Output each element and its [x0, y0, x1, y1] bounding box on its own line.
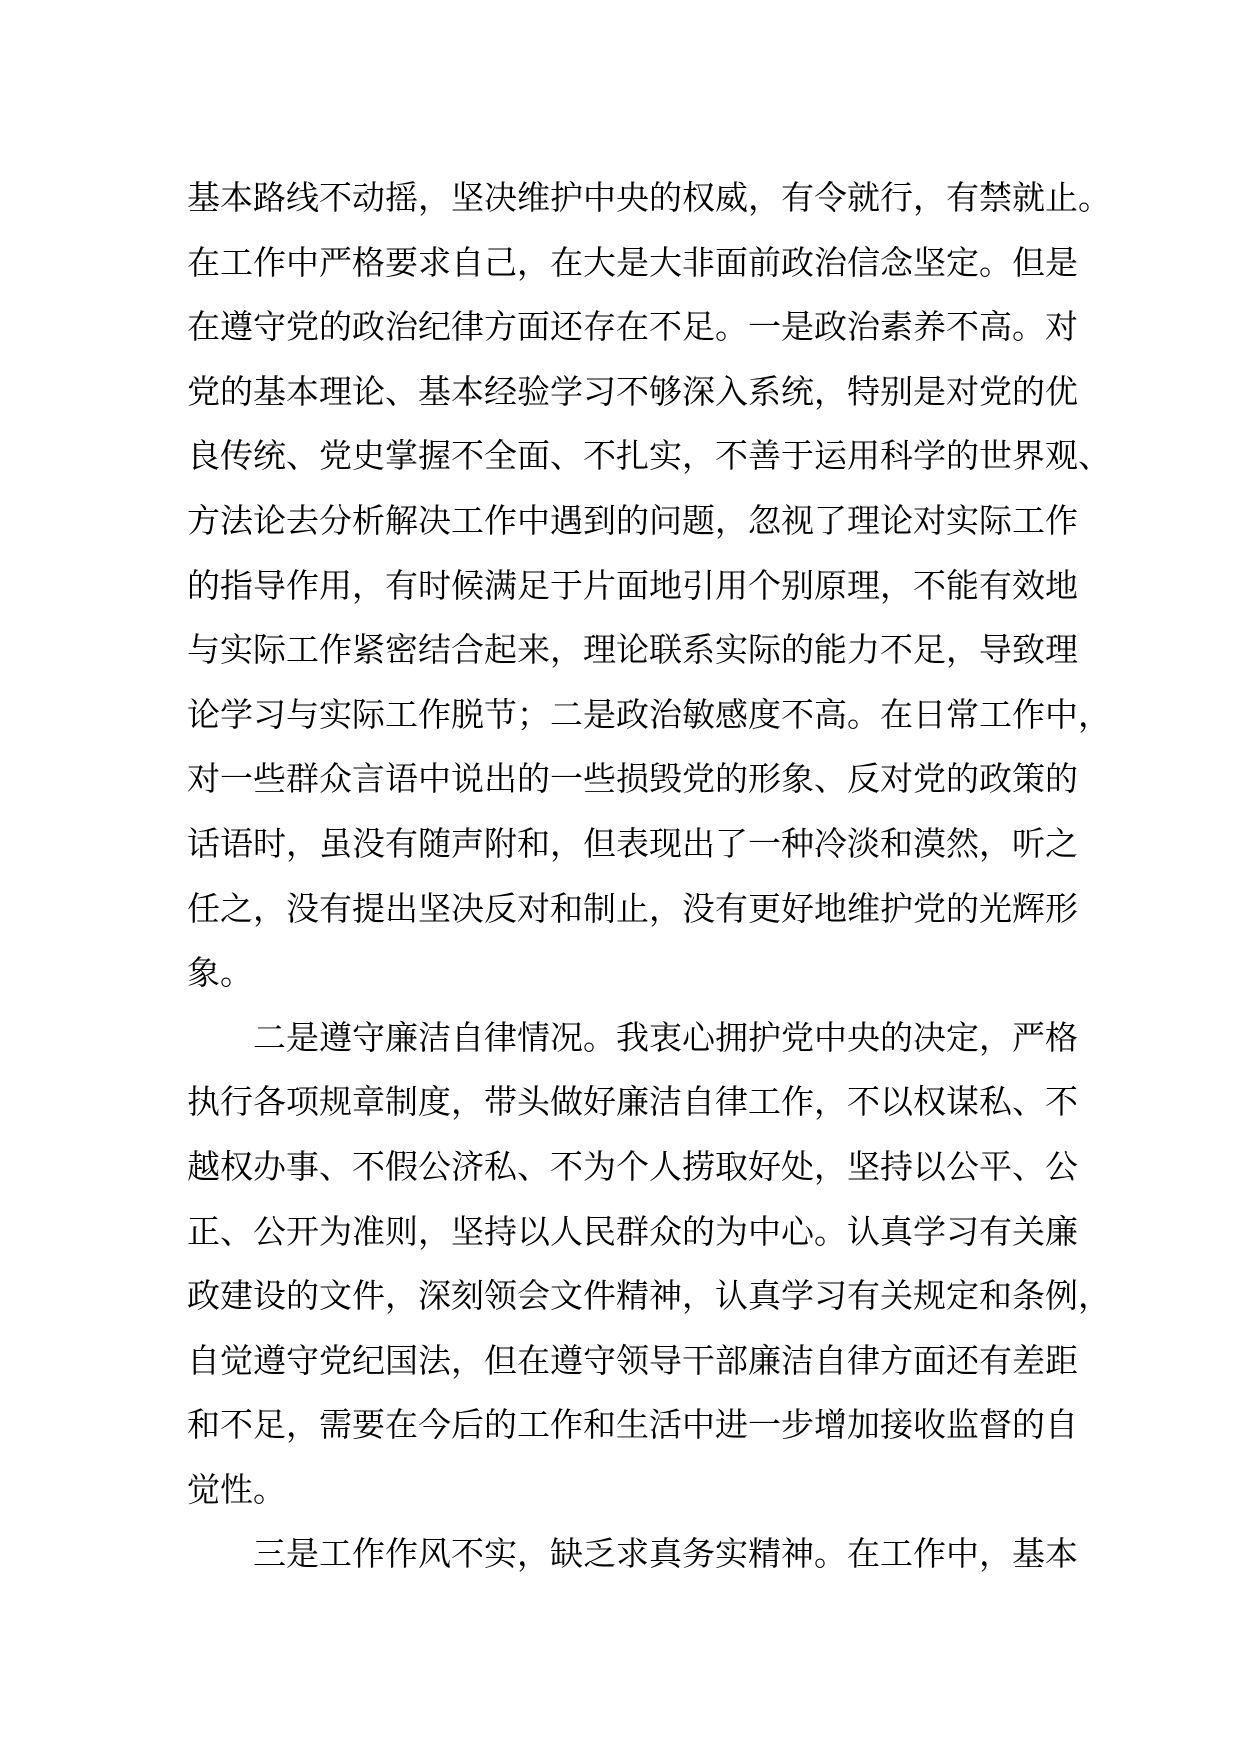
text-line: 自觉遵守党纪国法，但在遵守领导干部廉洁自律方面还有差距 — [187, 1340, 1078, 1380]
text-line: 三是工作作风不实，缺乏求真务实精神。在工作中，基本 — [253, 1534, 1078, 1574]
text-line: 正、公开为准则，坚持以人民群众的为中心。认真学习有关廉 — [187, 1211, 1078, 1251]
text-line: 任之，没有提出坚决反对和制止，没有更好地维护党的光辉形 — [187, 888, 1078, 928]
text-line: 执行各项规章制度，带头做好廉洁自律工作，不以权谋私、不 — [187, 1082, 1078, 1122]
text-line: 与实际工作紧密结合起来，理论联系实际的能力不足，导致理 — [187, 630, 1078, 670]
text-line: 在遵守党的政治纪律方面还存在不足。一是政治素养不高。对 — [187, 307, 1078, 347]
text-line: 二是遵守廉洁自律情况。我衷心拥护党中央的决定，严格 — [253, 1017, 1078, 1057]
text-line: 话语时，虽没有随声附和，但表现出了一种冷淡和漠然，听之 — [187, 823, 1078, 863]
text-line: 在工作中严格要求自己，在大是大非面前政治信念坚定。但是 — [187, 242, 1078, 282]
text-line: 象。 — [187, 953, 253, 993]
text-line: 良传统、党史掌握不全面、不扎实，不善于运用科学的世界观、 — [187, 436, 1111, 476]
text-line: 对一些群众言语中说出的一些损毁党的形象、反对党的政策的 — [187, 759, 1078, 799]
document-body — [187, 166, 1111, 1587]
text-line: 和不足，需要在今后的工作和生活中进一步增加接收监督的自 — [187, 1405, 1078, 1445]
text-line: 基本路线不动摇，坚决维护中央的权威，有令就行，有禁就止。 — [187, 178, 1111, 217]
text-line: 政建设的文件，深刻领会文件精神，认真学习有关规定和条例， — [187, 1276, 1111, 1316]
text-line: 论学习与实际工作脱节；二是政治敏感度不高。在日常工作中， — [187, 694, 1111, 734]
paragraph-political-discipline — [187, 166, 1111, 1006]
paragraph-work-style — [187, 1522, 1087, 1587]
text-line: 的指导作用，有时候满足于片面地引用个别原理，不能有效地 — [187, 565, 1078, 605]
text-line: 党的基本理论、基本经验学习不够深入系统，特别是对党的优 — [187, 371, 1078, 411]
text-line: 觉性。 — [187, 1469, 286, 1509]
text-line: 越权办事、不假公济私、不为个人捞取好处，坚持以公平、公 — [187, 1146, 1078, 1186]
text-line: 方法论去分析解决工作中遇到的问题，忽视了理论对实际工作 — [187, 500, 1078, 540]
paragraph-integrity-self-discipline — [187, 1006, 1111, 1523]
